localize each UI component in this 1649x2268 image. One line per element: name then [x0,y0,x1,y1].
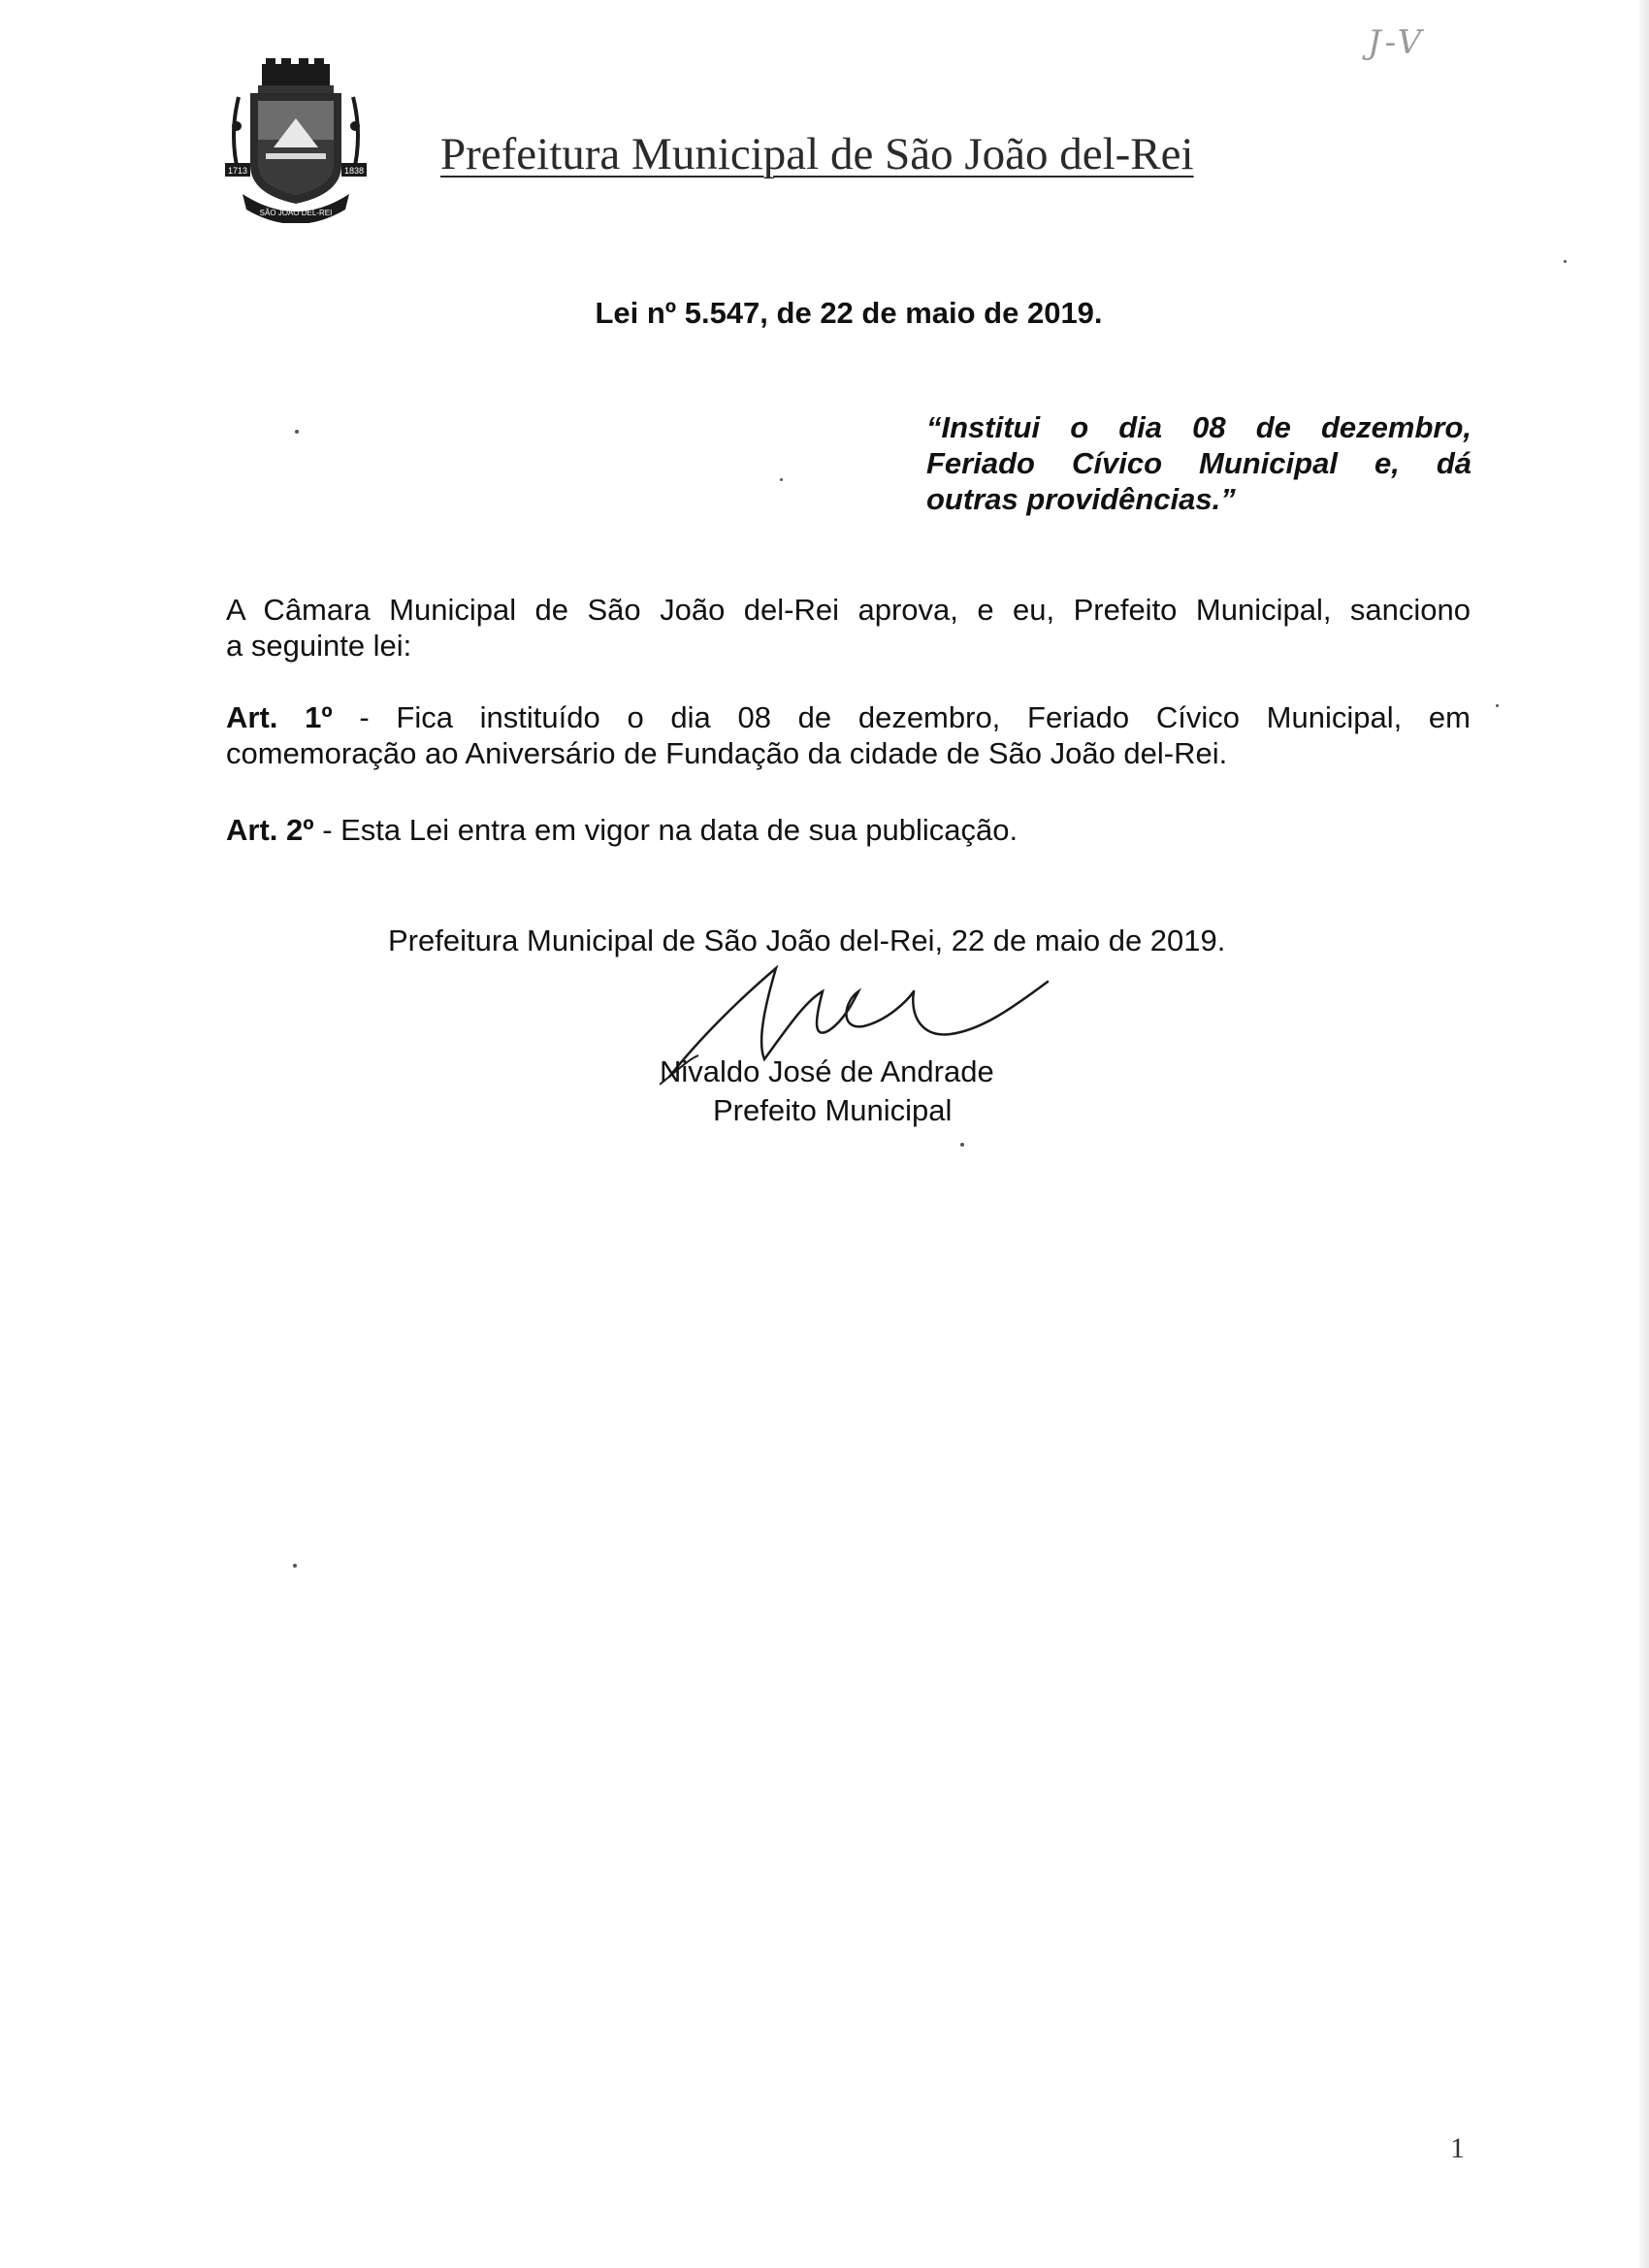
coat-year-left: 1713 [227,166,248,176]
scan-speck [293,1564,297,1568]
article-1-label: Art. 1º [226,700,333,734]
place-and-date: Prefeitura Municipal de São João del-Rei, 22 de maio de 2019. [388,923,1226,957]
municipality-title: Prefeitura Municipal de São João del-Rei [440,129,1194,179]
letterhead [225,58,1273,223]
scan-speck [1564,260,1567,263]
page-number: 1 [1450,2132,1465,2164]
article-1 [226,699,1471,771]
preamble-line: a seguinte lei: [226,629,412,663]
law-title: Lei nº 5.547, de 22 de maio de 2019. [595,296,1103,330]
margin-note: J-V [1368,23,1426,62]
scan-speck [960,1143,964,1147]
ementa-line: Feriado Cívico Municipal e, dá [926,446,1471,480]
article-1-text: - Fica instituído o dia 08 de dezembro, Feriado Cívico Municipal, em [332,700,1471,734]
ementa-line: “Institui o dia 08 de dezembro, [926,410,1471,444]
ementa-line: outras providências.” [926,482,1236,516]
scan-edge [1639,0,1649,2268]
scan-speck [295,430,299,434]
coat-year-right: 1838 [343,166,365,176]
article-2-text: - Esta Lei entra em vigor na data de sua publicação. [313,813,1018,847]
coat-banner-text: SÃO JOÃO DEL-REI [259,209,333,217]
preamble-line: A Câmara Municipal de São João del-Rei aprova, e eu, Prefeito Municipal, sanciono [226,593,1471,627]
coat-of-arms-icon [225,58,367,223]
article-1-line: comemoração ao Aniversário de Fundação da cidade de São João del-Rei. [226,736,1228,770]
scan-speck [1496,704,1499,707]
article-2-label: Art. 2º [226,813,314,847]
scan-speck [780,478,783,481]
law-ementa [926,409,1471,517]
preamble [226,592,1471,664]
article-2 [226,812,1471,848]
signer-name: Nivaldo José de Andrade [660,1054,994,1088]
signer-role: Prefeito Municipal [713,1093,953,1127]
article-2-line [226,812,1471,848]
article-1-line [226,699,1471,735]
